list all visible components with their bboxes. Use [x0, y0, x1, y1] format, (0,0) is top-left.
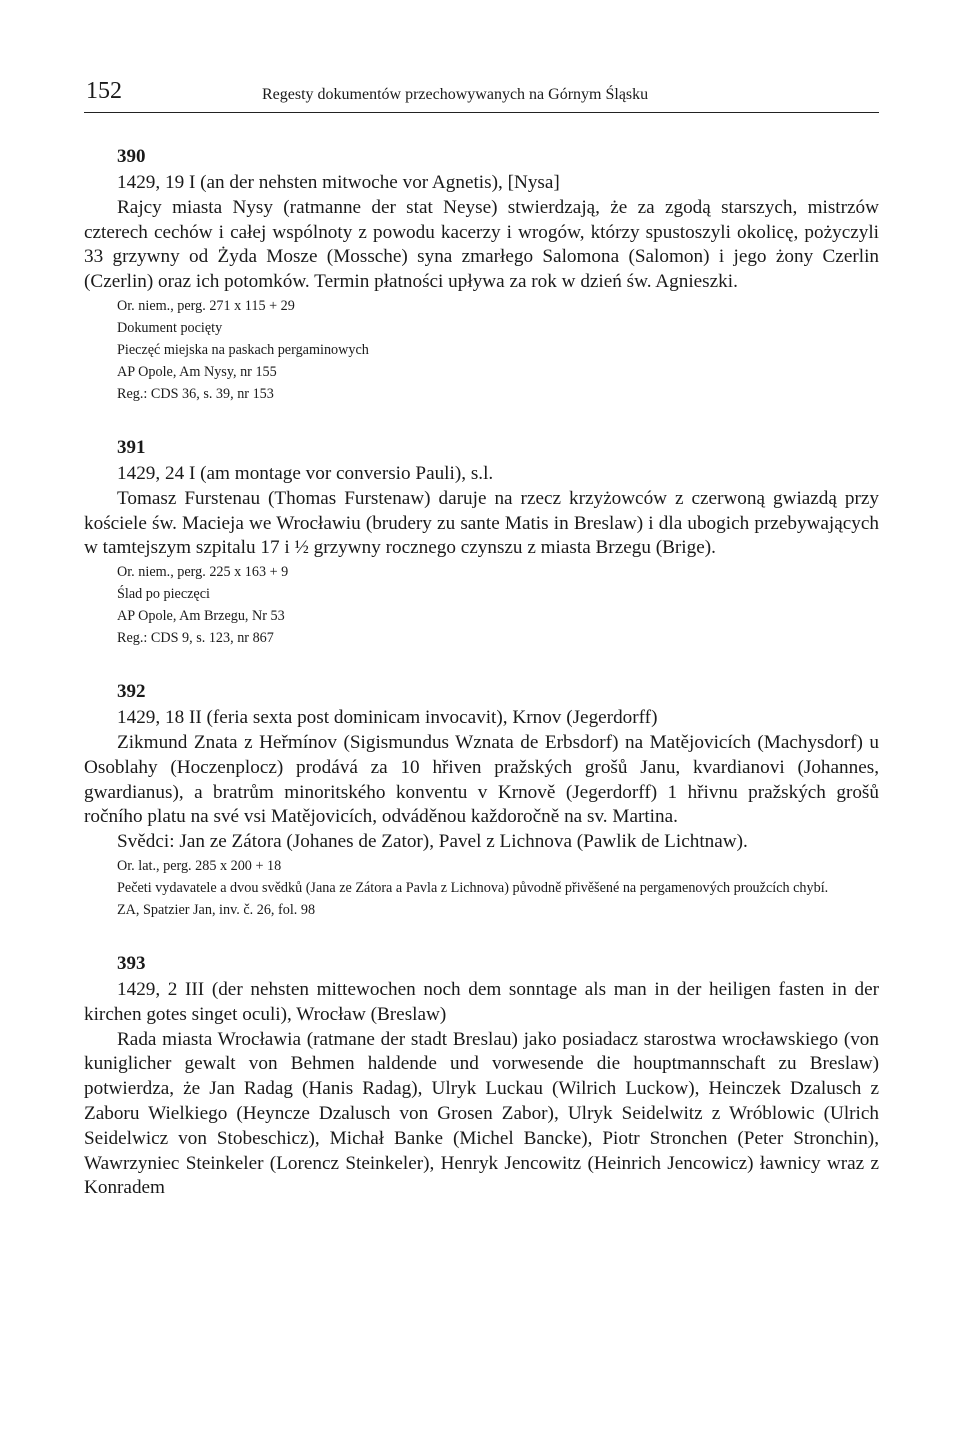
entry-number: 390 [117, 146, 146, 167]
running-title: Regesty dokumentów przechowywanych na Górnym Śląsku [262, 86, 649, 103]
note-line: AP Opole, Am Nysy, nr 155 [117, 363, 277, 380]
note-line: ZA, Spatzier Jan, inv. č. 26, fol. 98 [117, 901, 316, 918]
note-line: Pečeti vydavatele a dvou svědků (Jana ze Zátora a Pavla z Lichnova) původně přivěšené na pergamenových proužcích chybí. [117, 879, 829, 896]
entry-witnesses: Svědci: Jan ze Zátora (Johanes de Zator), Pavel z Lichnova (Pawlik de Lichtnaw). [117, 831, 748, 853]
note-line: Dokument pocięty [117, 319, 223, 336]
note-line: Ślad po pieczęci [117, 586, 210, 603]
entry-date-line: 1429, 18 II (feria sexta post dominicam invocavit), Krnov (Jegerdorff) [117, 707, 658, 729]
note-line: AP Opole, Am Brzegu, Nr 53 [117, 608, 285, 625]
note-line: Reg.: CDS 36, s. 39, nr 153 [117, 385, 274, 402]
note-line: Or. niem., perg. 225 x 163 + 9 [117, 564, 289, 581]
entry-392 [84, 678, 879, 921]
entry-summary: Rada miasta Wrocławia (ratmane der stadt Breslau) jako posiadacz starostwa wrocławskiego (von kuniglicher gewalt von Behmen haldende und vorwesende die houptmannschaft zu Breslaw) potwierdza, że Jan Radag (Hanis Radag), Ulryk Luckau (Wilrich Luckow), Heinczek Dzalusch z Zaboru Wielkiego (Heyncze Dzalusch von Grosen Zabor), Ulryk Seidelwitz z Wróblowic (Ulrich Seidelwicz von Stobeschicz), Michał Banke (Michel Bancke), Piotr Stronchen (Peter Stronchin), Wawrzyniec Steinkeler (Lorencz Steinkeler), Henryk Jencowitz (Heinrich Jencowicz) ławnicy wraz z Konradem [84, 1028, 879, 1199]
entry-date-line: 1429, 19 I (an der nehsten mitwoche vor Agnetis), [Nysa] [117, 172, 560, 193]
note-line: Reg.: CDS 9, s. 123, nr 867 [117, 630, 274, 647]
entry-summary: Zikmund Znata z Heřmínov (Sigismundus Wznata de Erbsdorf) na Matějovicích (Machysdorf) u Osoblahy (Hoczenplocz) prodává za 10 hřiven pražských grošů Janu, kvardianovi (Johannes, gwardianus), a bratrům minoritského konventu v Krnově (Jegerdorff) 1 hřivnu pražských grošů ročního platu na své vsi Matějovicích, odváděnou každoročně na sv. Martina. [84, 731, 879, 828]
entry-notes [84, 561, 879, 649]
entry-date-line: 1429, 2 III (der nehsten mittewochen noch dem sonntage als man in der heiligen fasten in der kirchen gotes singet oculi), Wrocław (Breslaw) [84, 978, 879, 1025]
note-line: Or. lat., perg. 285 x 200 + 18 [117, 857, 282, 874]
entry-summary: Rajcy miasta Nysy (ratmanne der stat Neyse) stwierdzają, że za zgodą starszych, mistrzów czterech cechów i całej wspólnoty z powodu kacerzy i wrogów, którzy spustoszyli okolicę, pożyczyli 33 grzywny od Żyda Mosze (Mossche) syna zmarłego Salomona (Salomon) i jego żony Czerlin (Czerlin) oraz ich potomków. Termin płatności upływa za rok w dzień św. Agnieszki. [84, 196, 879, 293]
entry-notes [84, 295, 879, 405]
page-number: 152 [86, 78, 122, 104]
entry-391 [84, 434, 879, 649]
entry-number: 392 [117, 681, 146, 703]
entry-date-line: 1429, 24 I (am montage vor conversio Pauli), s.l. [117, 462, 494, 484]
entries [84, 143, 879, 1230]
entry-number: 393 [117, 952, 146, 974]
entry-notes [84, 855, 879, 921]
note-line: Pieczęć miejska na paskach pergaminowych [117, 341, 369, 358]
entry-393 [84, 950, 879, 1201]
running-head [84, 78, 879, 113]
entry-number: 391 [117, 436, 146, 458]
entry-summary: Tomasz Furstenau (Thomas Furstenaw) daruje na rzecz krzyżowców z czerwoną gwiazdą przy kościele św. Macieja we Wrocławiu (brudery zu sante Matis in Breslaw) i dla ubogich przebywających w tamtejszym szpitalu 17 i ½ grzywny rocznego czynszu z miasta Brzegu (Brige). [84, 487, 879, 559]
note-line: Or. niem., perg. 271 x 115 + 29 [117, 297, 295, 314]
entry-390 [84, 143, 879, 405]
